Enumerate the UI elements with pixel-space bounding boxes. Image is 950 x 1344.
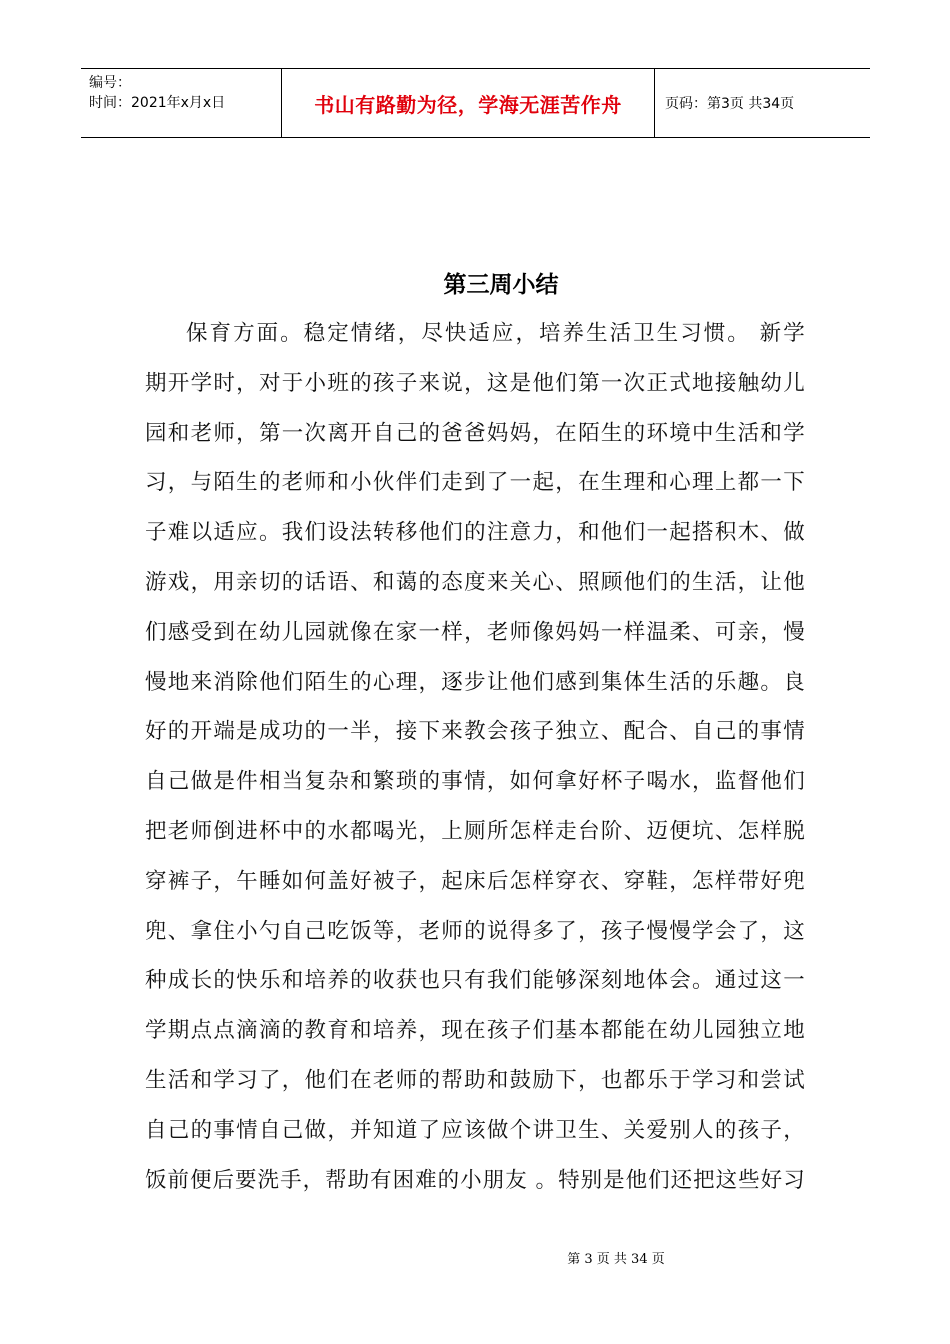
paragraph-line: 把老师倒进杯中的水都喝光，上厕所怎样走台阶、迈便坑、怎样脱 [145,818,805,844]
paragraph-line: 自己做是件相当复杂和繁琐的事情，如何拿好杯子喝水，监督他们 [145,769,805,795]
paragraph-line: 好的开端是成功的一半，接下来教会孩子独立、配合、自己的事情 [145,719,805,745]
paragraph-line: 习，与陌生的老师和小伙伴们走到了一起，在生理和心理上都一下 [145,470,805,496]
paragraph-line: 子难以适应。我们设法转移他们的注意力，和他们一起搭积木、做 [145,520,805,546]
paragraph-line: 园和老师，第一次离开自己的爸爸妈妈，在陌生的环境中生活和学 [145,420,805,446]
paragraph-line: 种成长的快乐和培养的收获也只有我们能够深刻地体会。通过这一 [145,968,805,994]
header-motto: 书山有路勤为径，学海无涯苦作舟 [282,69,655,137]
paragraph-line: 穿裤子，午睡如何盖好被子，起床后怎样穿衣、穿鞋，怎样带好兜 [145,868,805,894]
body-paragraph [145,316,805,1212]
header-page-info: 页码：第3页 共34页 [665,96,795,112]
paragraph-line: 们感受到在幼儿园就像在家一样，老师像妈妈一样温柔、可亲，慢 [145,619,805,645]
paragraph-line: 饭前便后要洗手，帮助有困难的小朋友 。特别是他们还把这些好习 [145,1167,805,1193]
paragraph-line: 自己的事情自己做，并知道了应该做个讲卫生、关爱别人的孩子， [145,1117,805,1143]
document-title: 第三周小结 [443,272,559,298]
header-number-label: 编号： [89,75,131,91]
paragraph-line: 慢地来消除他们陌生的心理，逐步让他们感到集体生活的乐趣。良 [145,669,805,695]
paragraph-line: 期开学时，对于小班的孩子来说，这是他们第一次正式地接触幼儿 [145,370,805,396]
header-date: 时间：2021年x月x日 [89,95,226,111]
paragraph-line: 游戏，用亲切的话语、和蔼的态度来关心、照顾他们的生活，让他 [145,569,805,595]
paragraph-line: 生活和学习了，他们在老师的帮助和鼓励下，也都乐于学习和尝试 [145,1067,805,1093]
paragraph-line: 学期点点滴滴的教育和培养，现在孩子们基本都能在幼儿园独立地 [145,1018,805,1044]
page-footer: 第 3 页 共 34 页 [567,1252,665,1267]
paragraph-line: 保育方面。稳定情绪，尽快适应，培养生活卫生习惯。 新学 [186,321,805,346]
paragraph-line: 兜、拿住小勺自己吃饭等，老师的说得多了，孩子慢慢学会了，这 [145,918,805,944]
document-header [81,68,870,138]
header-meta-cell [81,69,282,137]
